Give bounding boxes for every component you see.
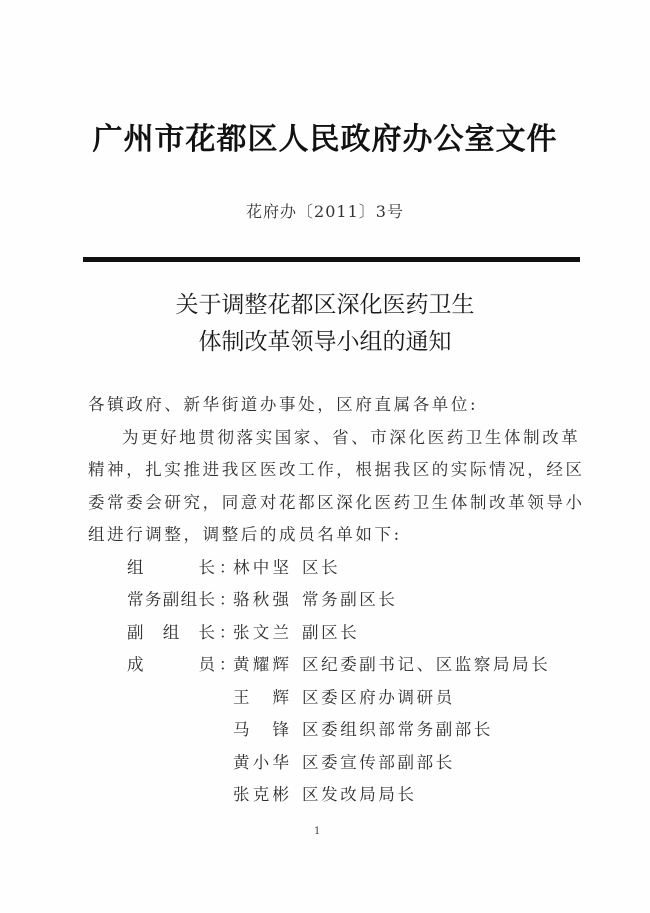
member-title: 区发改局局长 — [302, 785, 417, 804]
member-title: 区长 — [302, 558, 341, 577]
member-name: 黄 小 华 — [233, 753, 289, 772]
notice-heading-line-2: 体制改革领导小组的通知 — [198, 329, 452, 355]
member-role: 组 长 — [127, 558, 215, 577]
member-name: 张 文 兰 — [233, 623, 289, 642]
member-title: 区委组织部常务副部长 — [302, 720, 493, 739]
member-name: 黄 耀 辉 — [233, 655, 289, 674]
member-title: 区委宣传部副部长 — [302, 753, 455, 772]
salutation: 各镇政府、新华街道办事处，区府直属各单位: — [88, 395, 479, 414]
document-page: 广州市花都区人民政府办公室文件 花府办〔2011〕3号 关于调整花都区深化医药卫生 体制改革领导小组的通知 各镇政府、新华街道办事处，区府直属各单位: 为更好地贯彻落实国家、省、市深化医药卫生体制改革 精神，扎实推进我区医改工作，根据我区的实际情况，经区 委常委会研究，同意对花都区深化医药卫生体制改革领导小 组进行调整，调整后的成员名单如下: 组 长 ： 林 中 坚 区长 常 务 副 组 长 ： 骆 秋 强 常务副区长 副 组 长 ： 张 文 兰 副区长 成 员 ： 黄 耀 辉 区纪委副书记、区监察局局长 王 辉 区委区府办调研员 马 锋 区委组织部常务副部长 黄 小 华 区委宣传部副部长 张 克 彬 区发改局局长 1 — [0, 0, 650, 913]
paragraph-line: 为更好地贯彻落实国家、省、市深化医药卫生体制改革 — [122, 428, 581, 447]
paragraph-line: 精神，扎实推进我区医改工作，根据我区的实际情况，经区 — [88, 460, 585, 479]
member-role: 常 务 副 组 长 — [127, 590, 215, 609]
paragraph-line: 委常委会研究，同意对花都区深化医药卫生体制改革领导小 — [88, 493, 585, 512]
member-title: 区委区府办调研员 — [302, 688, 455, 707]
member-name: 王 辉 — [233, 688, 289, 707]
member-name: 马 锋 — [233, 720, 289, 739]
page-number: 1 — [314, 826, 321, 837]
member-name: 林 中 坚 — [233, 558, 289, 577]
notice-heading-line-1: 关于调整花都区深化医药卫生 — [175, 292, 475, 318]
member-name: 骆 秋 强 — [233, 590, 289, 609]
member-title: 区纪委副书记、区监察局局长 — [302, 655, 551, 674]
paragraph-line: 组进行调整，调整后的成员名单如下: — [88, 525, 402, 544]
document-title: 广州市花都区人民政府办公室文件 — [92, 122, 558, 157]
member-name: 张 克 彬 — [233, 785, 289, 804]
document-number: 花府办〔2011〕3号 — [246, 202, 404, 221]
member-role: 副 组 长 — [127, 623, 215, 642]
header-divider — [83, 257, 580, 262]
member-title: 常务副区长 — [302, 590, 398, 609]
member-role: 成 员 — [127, 655, 215, 674]
member-title: 副区长 — [302, 623, 360, 642]
